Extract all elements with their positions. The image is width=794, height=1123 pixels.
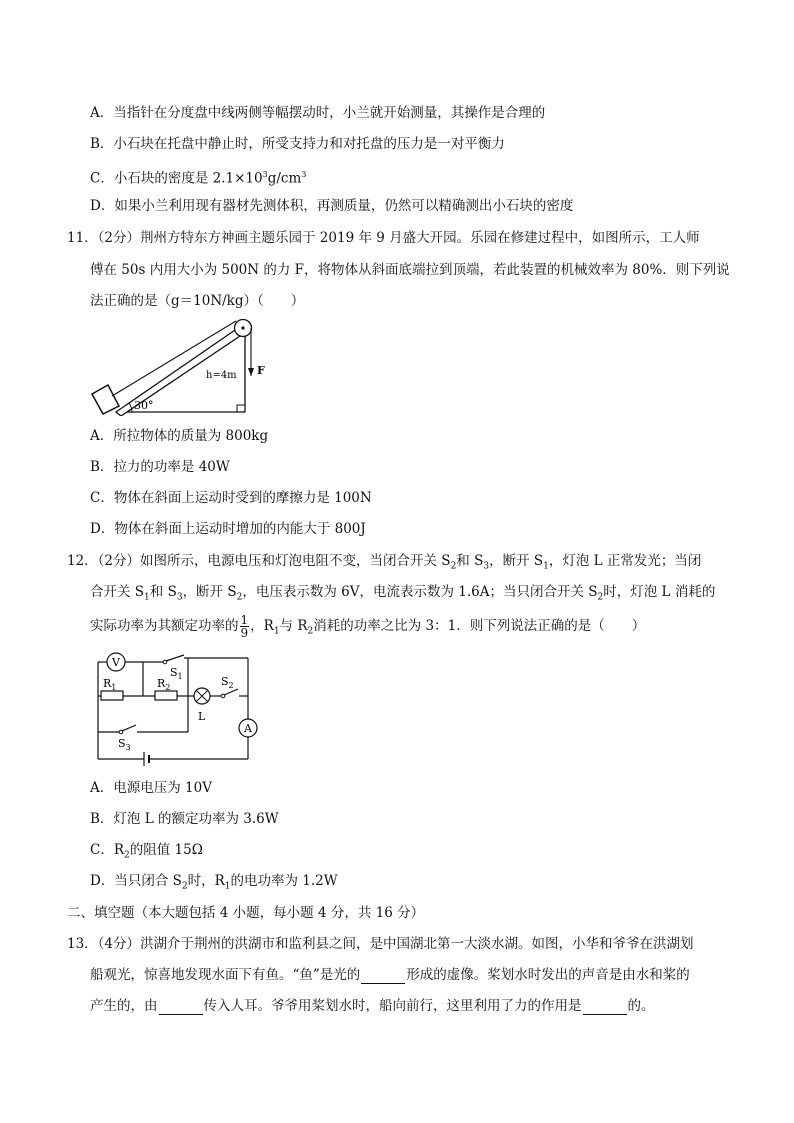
- s1-label: $S_1$: [170, 666, 183, 681]
- q10-option-d: D．如果小兰利用现有器材先测体积，再测质量，仍然可以精确测出小石块的密度: [90, 198, 574, 214]
- block: [92, 385, 119, 414]
- q11-option-d: D．物体在斜面上运动时增加的内能大于 800J: [90, 521, 366, 537]
- s3-label: $S_3$: [118, 737, 131, 752]
- q10-option-a: A．当指针在分度盘中线两侧等幅摆动时，小兰就开始测量，其操作是合理的: [90, 105, 546, 121]
- force-label: F: [257, 364, 265, 377]
- q12-option-a: A．电源电压为 10V: [90, 780, 212, 796]
- q13-stem-line1: 13．（4分）洪湖介于荆州的洪湖市和监利县之间，是中国湖北第一大淡水湖。如图，小华和爷爷在洪湖划: [67, 936, 694, 952]
- r2-label: $R_2$: [157, 677, 171, 692]
- q12-stem-line2: 合开关 $S_1$和 $S_3$，断开 $S_2$，电压表示数为 6V，电流表示数为 1.6A；当只闭合开关 $S_2$时，灯泡 L 消耗的: [90, 584, 716, 603]
- section-heading: 二、填空题（本大题包括 4 小题，每小题 4 分，共 16 分）: [67, 905, 425, 921]
- s3-blade: [122, 725, 136, 731]
- answer-blank-3[interactable]: [583, 1000, 627, 1015]
- resistor-r1: [101, 691, 123, 700]
- q13-stem-line3: 产生的，由 传入人耳。爷爷用桨划水时，船向前行，这里利用了力的作用是 的。: [90, 998, 655, 1014]
- fraction: $\frac{1}{9}$: [240, 613, 249, 640]
- q12-stem-line3: 实际功率为其额定功率的 $\frac{1}{9}$ ，$R_1$与 $R_2$消耗的功率之比为 3：1．则下列说法正确的是（ ）: [90, 613, 646, 640]
- ammeter-label: A: [244, 722, 252, 735]
- height-label: h=4m: [206, 370, 237, 381]
- resistor-r2: [155, 691, 177, 700]
- q13-stem-line2: 船观光，惊喜地发现水面下有鱼。“鱼”是光的 形成的虚像。桨划水时发出的声音是由水和桨的: [90, 967, 690, 983]
- rope: [112, 321, 236, 396]
- q11-option-a: A．所拉物体的质量为 800kg: [90, 428, 269, 444]
- incline-figure: [88, 316, 278, 416]
- answer-blank-2[interactable]: [159, 1000, 203, 1015]
- s2-label: $S_2$: [221, 675, 234, 690]
- r1-label: $R_1$: [103, 677, 117, 692]
- lamp-label: L: [198, 710, 206, 723]
- q11-stem-line1: 11．（2分）荆州方特东方神画主题乐园于 2019 年 9 月盛大开园。乐园在修建过程中，如图所示，工人师: [67, 230, 700, 246]
- q11-option-c: C．物体在斜面上运动时受到的摩擦力是 100N: [90, 490, 372, 506]
- angle-label: 30°: [134, 399, 154, 412]
- q10-option-b: B．小石块在托盘中静止时，所受支持力和对托盘的压力是一对平衡力: [90, 136, 505, 152]
- voltmeter-label: V: [112, 656, 120, 669]
- q12-option-d: D．当只闭合 $S_2$时，$R_1$的电功率为 1.2W: [90, 873, 338, 892]
- q11-stem-line3: 法正确的是（g＝10N/kg）（ ）: [90, 293, 305, 309]
- q12-stem-line1: 12．（2分）如图所示，电源电压和灯泡电阻不变，当闭合开关 $S_2$和 $S_3$，断开 $S_1$，灯泡 L 正常发光；当闭: [67, 553, 702, 572]
- q12-option-b: B．灯泡 L 的额定功率为 3.6W: [90, 811, 279, 827]
- force-arrow-icon: [248, 368, 254, 376]
- q11-option-b: B．拉力的功率是 40W: [90, 459, 230, 475]
- right-angle-mark: [237, 405, 245, 412]
- q11-stem-line2: 傅在 50s 内用大小为 500N 的力 F，将物体从斜面底端拉到顶端，若此装置的机械效率为 80%．则下列说: [90, 262, 730, 278]
- pulley-axle: [241, 326, 244, 329]
- q10-option-c: C．小石块的密度是 $2.1\times 10^3g/cm^3$: [90, 170, 307, 187]
- circuit-figure: [88, 648, 268, 772]
- answer-blank-1[interactable]: [361, 969, 405, 984]
- s1-blade: [166, 655, 184, 661]
- q12-option-c: C．$R_2$的阻值 15Ω: [90, 842, 203, 861]
